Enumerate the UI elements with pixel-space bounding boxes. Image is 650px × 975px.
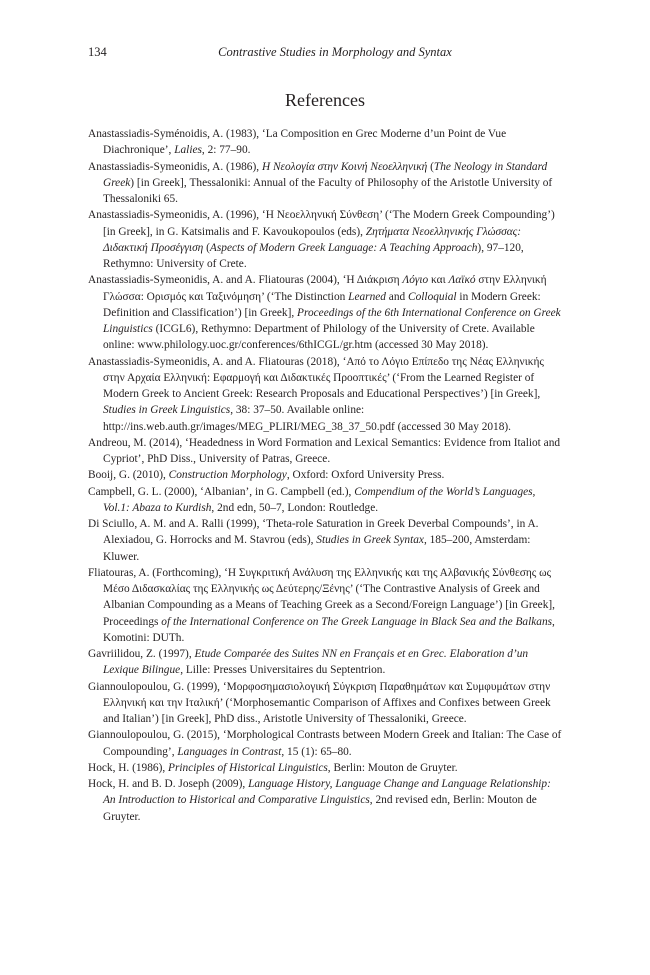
reference-entry xyxy=(88,126,562,159)
reference-italic-text: The Neology in Standard Greek xyxy=(103,160,548,189)
reference-list xyxy=(88,126,562,825)
reference-text: στην Ελληνική Γλώσσα: Ορισμός και Ταξινόμηση’ (‘The Distinction xyxy=(103,274,547,303)
reference-text: (ICGL6), Rethymno: Department of Philology of the University of Crete. Available online: www.philology.uoc.gr/conferences/6thICGL/gr.htm (accessed 30 May 2018). xyxy=(103,323,535,352)
reference-text: Anastassiadis-Symeonidis, A. (1996), ‘Η Νεοελληνική Σύνθεση’ (‘The Modern Greek Compounding’) [in Greek], in G. Katsimalis and F. Kavoukopoulos (eds), xyxy=(88,209,555,238)
reference-italic-text: Λαϊκό xyxy=(448,274,476,287)
page-number: 134 xyxy=(88,45,107,59)
reference-text: Andreou, M. (2014), ‘Headedness in Word Formation and Lexical Semantics: Evidence from Italiot and Cypriot’, PhD Diss., University of Patras, Greece. xyxy=(88,436,561,465)
reference-text: , Komotini: DUTh. xyxy=(103,615,555,644)
reference-italic-text: Η Νεολογία στην Κοινή Νεοελληνική xyxy=(261,160,428,173)
reference-text: in Modern Greek: Definition and Classification’) [in Greek], xyxy=(103,290,541,319)
reference-text: , Berlin: Mouton de Gruyter. xyxy=(327,761,458,774)
reference-text: Di Sciullo, A. M. and A. Ralli (1999), ‘Theta-role Saturation in Greek Deverbal Compounds’, in A. Alexiadou, G. Horrocks and M. Stavrou (eds), xyxy=(88,518,539,547)
reference-italic-text: Studies in Greek Syntax xyxy=(316,534,424,547)
reference-text: , 15 (1): 65–80. xyxy=(281,745,352,758)
reference-entry xyxy=(88,207,562,272)
reference-text: Anastassiadis-Symeonidis, A. (1986), xyxy=(88,160,262,173)
running-head xyxy=(88,44,562,60)
reference-italic-text: Studies in Greek Linguistics xyxy=(103,404,231,417)
reference-text: Hock, H. and B. D. Joseph (2009), xyxy=(88,778,249,790)
reference-text: Fliatouras, A. (Forthcoming), ‘Η Συγκριτική Ανάλυση της Ελληνικής και της Αλβανικής Σύνθεσης ως Μέσο Διδασκαλίας της Ελληνικής ως Δεύτερης/Ξένης’ (‘The Contrastive Analysis of Greek and Albanian Compounding as a Means of Teaching Greek as a Second/Foreign Language’) [in Greek], Proceedings xyxy=(88,566,555,628)
reference-italic-text: Principles of Historical Linguistics xyxy=(168,761,328,774)
section-title: References xyxy=(285,90,365,110)
reference-text: , 2nd edn, 50–7, London: Routledge. xyxy=(211,501,379,514)
reference-italic-text: Construction Morphology xyxy=(168,469,287,482)
reference-italic-text: of the International Conference on The Greek Language in Black Sea and the Balkans xyxy=(161,615,553,628)
reference-italic-text: Learned xyxy=(348,290,386,303)
reference-text: Giannoulopoulou, G. (2015), ‘Morphological Contrasts between Modern Greek and Italian: The Case of Compounding’, xyxy=(88,729,562,758)
reference-entry xyxy=(88,760,562,776)
reference-entry xyxy=(88,646,562,679)
reference-text: ) [in Greek], Thessaloniki: Annual of the Faculty of Philosophy of the Aristotle University of Thessaloniki 65. xyxy=(103,176,553,205)
reference-text: Anastassiadis-Syménoidis, A. (1983), ‘La Composition en Grec Moderne d’un Point de Vue Diachronique’, xyxy=(88,128,507,157)
reference-italic-text: Lalies xyxy=(174,144,202,157)
reference-text: Giannoulopoulou, G. (1999), ‘Μορφοσημασιολογική Σύγκριση Παραθημάτων και Συμφυμάτων στην Ελληνική και την Ιταλική’ (‘Morphosemantic Comparison of Affixes and Confixes between Greek and Italian’) [in Greek], PhD diss., Aristotle University of Thessaloniki, Greece. xyxy=(88,680,551,725)
reference-entry xyxy=(88,679,562,728)
reference-text: , Lille: Presses Universitaires du Septentrion. xyxy=(180,664,386,677)
reference-entry xyxy=(88,354,562,435)
reference-text: Anastassiadis-Symeonidis, A. and A. Fliatouras (2018), ‘Από το Λόγιο Επίπεδο της Νέας Ελληνικής στην Αρχαία Ελληνική: Εφαρμογή και Διδακτικές Προοπτικές’ (‘From the Learned Register of Modern Greek to Ancient Greek: Research Proposals and Educational Perspectives’) [in Greek], xyxy=(88,355,544,400)
reference-text: , 2: 77–90. xyxy=(201,144,251,157)
reference-italic-text: Proceedings of the 6th International Conference on Greek Linguistics xyxy=(103,306,561,335)
reference-italic-text: Languages in Contrast xyxy=(177,745,282,758)
reference-text: , 2nd revised edn, Berlin: Mouton de Gruyter. xyxy=(103,794,537,823)
reference-entry xyxy=(88,159,562,208)
reference-text: και xyxy=(428,274,449,287)
reference-entry xyxy=(88,467,562,483)
reference-entry xyxy=(88,727,562,760)
reference-entry xyxy=(88,272,562,353)
reference-entry xyxy=(88,484,562,517)
reference-italic-text: Ζητήματα Νεοελληνικής Γλώσσας: Διδακτική Προσέγγιση xyxy=(103,225,522,254)
reference-entry xyxy=(88,435,562,468)
reference-text: Hock, H. (1986), xyxy=(88,761,169,774)
reference-entry xyxy=(88,516,562,565)
reference-text: , Oxford: Oxford University Press. xyxy=(286,469,445,482)
reference-text: , 38: 37–50. Available online: http://ins.web.auth.gr/images/MEG_PLIRI/MEG_38_37_50.pdf (accessed 30 May 2018). xyxy=(103,404,511,433)
reference-italic-text: Compendium of the World’s Languages, Vol.1: Abaza to Kurdish xyxy=(103,485,536,514)
reference-text: and xyxy=(385,290,409,303)
reference-text: , 185–200, Amsterdam: Kluwer. xyxy=(103,534,531,563)
reference-italic-text: Colloquial xyxy=(408,290,457,303)
reference-text: ( xyxy=(203,241,210,254)
reference-text: Anastassiadis-Symeonidis, A. and A. Fliatouras (2004), ‘Η Διάκριση xyxy=(88,274,403,287)
reference-italic-text: Etude Comparée des Suites NN en Français et en Grec. Elaboration d’un Lexique Bilingue xyxy=(103,648,529,677)
reference-text: ), 97–120, Rethymno: University of Crete. xyxy=(103,241,524,270)
reference-text: Campbell, G. L. (2000), ‘Albanian’, in G. Campbell (ed.), xyxy=(88,485,355,498)
reference-italic-text: Aspects of Modern Greek Language: A Teaching Approach xyxy=(209,241,478,254)
reference-entry xyxy=(88,776,562,825)
running-title: Contrastive Studies in Morphology and Syntax xyxy=(218,45,452,59)
reference-text: Gavriilidou, Z. (1997), xyxy=(88,648,195,660)
reference-entry xyxy=(88,565,562,646)
reference-italic-text: Λόγιο xyxy=(402,274,429,287)
reference-italic-text: Language History, Language Change and Language Relationship: An Introduction to Historical and Comparative Linguistics xyxy=(103,778,551,807)
reference-text: Booij, G. (2010), xyxy=(88,469,169,482)
reference-text: ( xyxy=(427,160,434,173)
